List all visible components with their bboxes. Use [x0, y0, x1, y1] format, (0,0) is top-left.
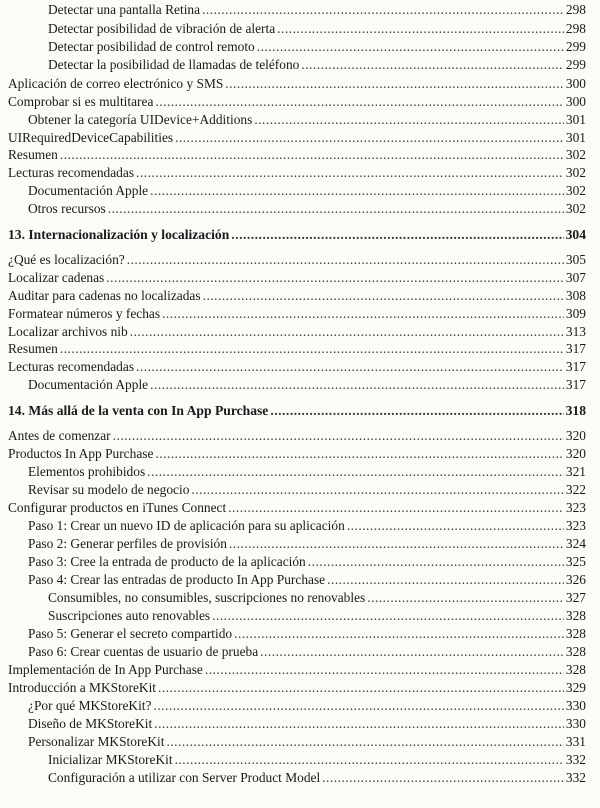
- toc-entry: [8, 147, 586, 165]
- toc-entry-page: 327: [565, 590, 586, 605]
- toc-chapter-heading: [8, 403, 586, 421]
- toc-entry: [8, 130, 586, 148]
- toc-entry-title: Suscripciones auto renovables: [48, 608, 211, 623]
- toc-entry-title: Implementación de In App Purchase: [8, 662, 203, 677]
- toc-entry-title: Paso 5: Generar el secreto compartido: [28, 626, 233, 641]
- toc-entry: [48, 608, 586, 626]
- dot-leader: [166, 734, 563, 750]
- toc-entry-title: Localizar archivos nib: [8, 324, 128, 339]
- toc-entry: [8, 270, 586, 288]
- toc-entry: [48, 770, 586, 788]
- toc-entry: [8, 680, 586, 698]
- toc-entry-page: 298: [565, 21, 586, 36]
- toc-entry-page: 328: [565, 644, 586, 659]
- toc-entry-page: 308: [565, 288, 586, 303]
- dot-leader: [162, 306, 564, 322]
- toc-entry-page: 328: [565, 608, 586, 623]
- dot-leader: [155, 94, 564, 110]
- toc-entry-title: Comprobar si es multitarea: [8, 94, 154, 109]
- toc-entry-page: 305: [565, 252, 586, 267]
- toc-entry-page: 302: [565, 183, 586, 198]
- toc-entry-title: Obtener la categoría UIDevice+Additions: [28, 112, 253, 127]
- toc-entry: [28, 554, 586, 572]
- toc-entry: [48, 21, 586, 39]
- toc-entry: [8, 252, 586, 270]
- toc-entry: [28, 716, 586, 734]
- dot-leader: [228, 500, 564, 516]
- toc-entry-page: 302: [565, 165, 586, 180]
- dot-leader: [257, 39, 564, 55]
- toc-entry-title: Diseño de MKStoreKit: [28, 716, 153, 731]
- dot-leader: [205, 662, 564, 678]
- toc-entry-title: Paso 2: Generar perfiles de provisión: [28, 536, 227, 551]
- dot-leader: [234, 626, 564, 642]
- dot-leader: [150, 183, 564, 199]
- toc-entry-page: 300: [565, 76, 586, 91]
- dot-leader: [308, 554, 564, 570]
- dot-leader: [147, 464, 564, 480]
- toc-entry-page: 330: [565, 716, 586, 731]
- dot-leader: [155, 446, 563, 462]
- dot-leader: [347, 518, 564, 534]
- toc-entry: [28, 464, 586, 482]
- toc-entry: [8, 306, 586, 324]
- toc-entry-page: 332: [565, 770, 586, 785]
- toc-entry-page: 320: [565, 446, 586, 461]
- toc-entry-page: 300: [565, 94, 586, 109]
- dot-leader: [301, 57, 564, 73]
- toc-entry: [8, 446, 586, 464]
- toc-entry-title: ¿Por qué MKStoreKit?: [28, 698, 152, 713]
- toc-entry-page: 320: [565, 428, 586, 443]
- toc-entry: [28, 644, 586, 662]
- toc-entry-page: 329: [565, 680, 586, 695]
- toc-entry: [8, 500, 586, 518]
- toc-entry: [48, 39, 586, 57]
- dot-leader: [136, 165, 564, 181]
- toc-entry: [8, 76, 586, 94]
- toc-entry-title: ¿Qué es localización?: [8, 252, 125, 267]
- toc-entry: [8, 324, 586, 342]
- toc-entry-title: Formatear números y fechas: [8, 306, 161, 321]
- toc-entry-page: 317: [565, 359, 586, 374]
- toc-entry: [8, 359, 586, 377]
- toc-entry-title: Lecturas recomendadas: [8, 359, 135, 374]
- dot-leader: [175, 752, 564, 768]
- toc-entry-page: 318: [565, 403, 586, 418]
- toc-entry-page: 317: [565, 341, 586, 356]
- toc-entry: [28, 518, 586, 536]
- toc-entry-title: Documentación Apple: [28, 377, 149, 392]
- toc-entry-page: 325: [565, 554, 586, 569]
- dot-leader: [130, 324, 564, 340]
- toc-entry-title: Introducción a MKStoreKit: [8, 680, 157, 695]
- toc-entry: [28, 626, 586, 644]
- toc-entry-page: 302: [565, 201, 586, 216]
- toc-entry: [28, 201, 586, 219]
- toc-entry-title: 13. Internacionalización y localización: [8, 227, 230, 242]
- toc-entry-title: Productos In App Purchase: [8, 446, 154, 461]
- toc-entry-page: 322: [565, 482, 586, 497]
- toc-entry-title: Auditar para cadenas no localizadas: [8, 288, 201, 303]
- toc-entry-page: 307: [565, 270, 586, 285]
- toc-entry: [8, 94, 586, 112]
- dot-leader: [225, 76, 564, 92]
- toc-entry-title: Detectar la posibilidad de llamadas de teléfono: [48, 57, 300, 72]
- toc-entry-title: Configurar productos en iTunes Connect: [8, 500, 227, 515]
- toc-entry-title: Paso 3: Cree la entrada de producto de la aplicación: [28, 554, 306, 569]
- dot-leader: [212, 608, 564, 624]
- toc-entry-title: Otros recursos: [28, 201, 106, 216]
- toc-entry-page: 326: [565, 572, 586, 587]
- toc-entry-title: Paso 1: Crear un nuevo ID de aplicación para su aplicación: [28, 518, 345, 533]
- toc-entry-title: UIRequiredDeviceCapabilities: [8, 130, 174, 145]
- toc-entry-page: 298: [565, 2, 586, 17]
- toc-entry: [28, 734, 586, 752]
- dot-leader: [191, 482, 564, 498]
- dot-leader: [254, 112, 564, 128]
- toc-chapter-heading: [8, 227, 586, 245]
- toc-entry-page: 332: [565, 752, 586, 767]
- toc-entry-title: Aplicación de correo electrónico y SMS: [8, 76, 224, 91]
- toc-entry: [48, 57, 586, 75]
- toc-entry-title: Elementos prohibidos: [28, 464, 146, 479]
- toc-entry-page: 302: [565, 147, 586, 162]
- toc-entry-page: 323: [565, 518, 586, 533]
- toc-entry-title: Detectar una pantalla Retina: [48, 2, 201, 17]
- dot-leader: [127, 252, 564, 268]
- dot-leader: [60, 147, 564, 163]
- toc-entry-page: 330: [565, 698, 586, 713]
- toc-entry-title: Consumibles, no consumibles, suscripciones no renovables: [48, 590, 366, 605]
- dot-leader: [327, 572, 564, 588]
- toc-entry: [28, 112, 586, 130]
- dot-leader: [322, 770, 564, 786]
- toc-entry: [28, 572, 586, 590]
- toc-entry: [28, 482, 586, 500]
- toc-entry-page: 309: [565, 306, 586, 321]
- toc-entry: [48, 590, 586, 608]
- toc-entry-page: 299: [565, 57, 586, 72]
- dot-leader: [153, 698, 563, 714]
- dot-leader: [136, 359, 564, 375]
- toc-entry-title: Revisar su modelo de negocio: [28, 482, 190, 497]
- dot-leader: [367, 590, 564, 606]
- toc-entry-page: 324: [565, 536, 586, 551]
- toc-entry-page: 313: [565, 324, 586, 339]
- toc-entry-page: 299: [565, 39, 586, 54]
- dot-leader: [106, 270, 564, 286]
- toc-entry-page: 301: [565, 130, 586, 145]
- toc-entry: [8, 165, 586, 183]
- toc-entry-title: Personalizar MKStoreKit: [28, 734, 165, 749]
- toc-entry-title: Lecturas recomendadas: [8, 165, 135, 180]
- toc-entry: [28, 377, 586, 395]
- toc-entry-page: 321: [565, 464, 586, 479]
- dot-leader: [270, 403, 563, 419]
- toc-entry-page: 301: [565, 112, 586, 127]
- toc-entry: [48, 2, 586, 20]
- toc-entry-page: 328: [565, 662, 586, 677]
- toc-entry-title: 14. Más allá de la venta con In App Purchase: [8, 403, 269, 418]
- dot-leader: [175, 130, 564, 146]
- dot-leader: [202, 2, 564, 18]
- dot-leader: [158, 680, 564, 696]
- toc-entry-title: Resumen: [8, 147, 58, 162]
- toc-entry-page: 328: [565, 626, 586, 641]
- toc-entry: [48, 752, 586, 770]
- toc-entry: [28, 698, 586, 716]
- toc-entry-page: 323: [565, 500, 586, 515]
- toc-entry-title: Detectar posibilidad de control remoto: [48, 39, 255, 54]
- toc-entry: [8, 428, 586, 446]
- toc-entry-title: Resumen: [8, 341, 58, 356]
- toc-entry-title: Paso 6: Crear cuentas de usuario de prueba: [28, 644, 259, 659]
- dot-leader: [231, 227, 563, 243]
- dot-leader: [229, 536, 564, 552]
- toc-entry-title: Documentación Apple: [28, 183, 149, 198]
- dot-leader: [277, 21, 564, 37]
- toc-entry-title: Detectar posibilidad de vibración de alerta: [48, 21, 276, 36]
- toc-entry: [8, 288, 586, 306]
- toc-entry: [28, 536, 586, 554]
- dot-leader: [154, 716, 564, 732]
- dot-leader: [113, 428, 564, 444]
- toc-entry-page: 317: [565, 377, 586, 392]
- toc-entry: [8, 662, 586, 680]
- dot-leader: [150, 377, 564, 393]
- toc-entry-title: Inicializar MKStoreKit: [48, 752, 173, 767]
- toc-entry-title: Paso 4: Crear las entradas de producto In App Purchase: [28, 572, 326, 587]
- toc-entry: [28, 183, 586, 201]
- dot-leader: [60, 341, 564, 357]
- toc-entry-page: 331: [565, 734, 586, 749]
- toc-entry-title: Localizar cadenas: [8, 270, 105, 285]
- toc-entry: [8, 341, 586, 359]
- toc-entry-page: 304: [565, 227, 586, 242]
- dot-leader: [108, 201, 564, 217]
- dot-leader: [260, 644, 564, 660]
- dot-leader: [203, 288, 564, 304]
- toc-entry-title: Antes de comenzar: [8, 428, 111, 443]
- toc-entry-title: Configuración a utilizar con Server Product Model: [48, 770, 321, 785]
